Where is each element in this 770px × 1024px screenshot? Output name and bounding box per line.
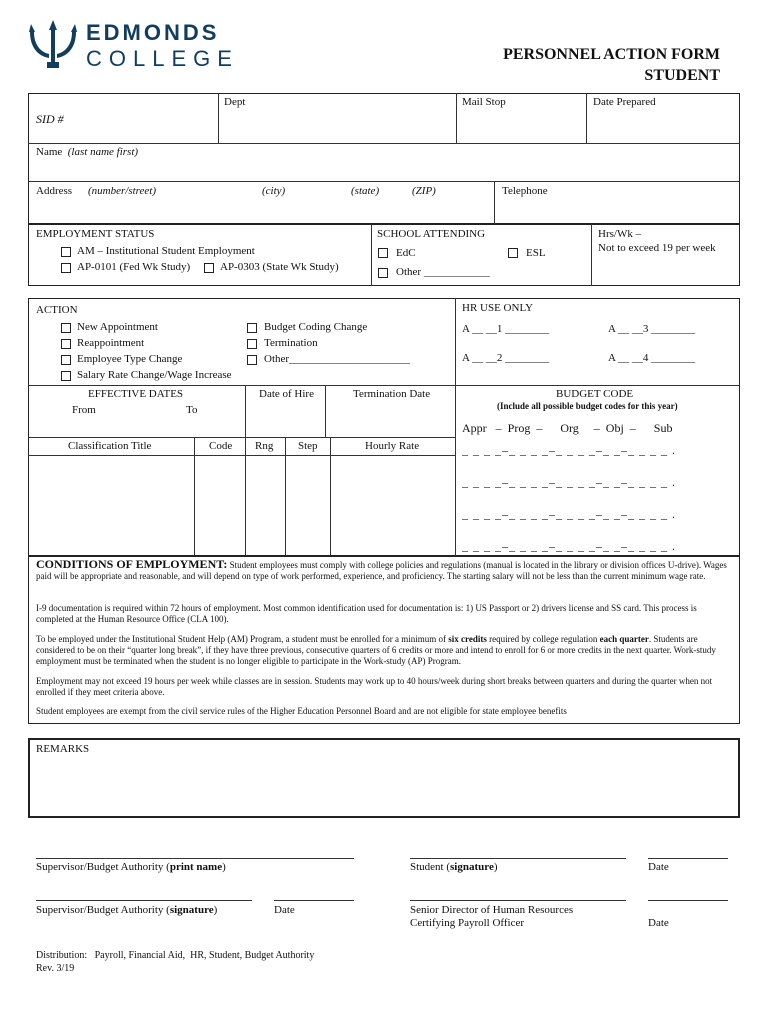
- name-field[interactable]: [36, 146, 138, 158]
- date-of-hire-field[interactable]: Date of Hire: [259, 388, 314, 400]
- esl-label: ESL: [526, 247, 546, 259]
- employee-type-change-checkbox[interactable]: [61, 355, 71, 365]
- employment-status-heading: EMPLOYMENT STATUS: [36, 228, 155, 240]
- reappointment-label: Reappointment: [77, 337, 145, 349]
- conditions-paragraph-2: I-9 documentation is required within 72 hours of employment. Most common identification used for documentation is: 1) US Passport or 2) drivers license and SS card. This process is completed at the Human Resource Office (CLA 100).: [36, 603, 697, 624]
- header-info-box: [28, 93, 740, 224]
- budget-code-fields: Appr – Prog – Org – Obj – Sub: [462, 421, 673, 435]
- sup-print-c: ): [222, 861, 226, 873]
- p3-text-c: required by college regulation: [486, 634, 600, 644]
- effective-dates-heading: EFFECTIVE DATES: [88, 388, 184, 400]
- classification-title-header: Classification Title: [68, 440, 152, 452]
- supervisor-signature-label: [36, 904, 217, 916]
- form-title: PERSONNEL ACTION FORM: [503, 46, 720, 63]
- conditions-heading: CONDITIONS OF EMPLOYMENT:: [36, 557, 228, 571]
- hr-a3: A __ __3 ________: [608, 323, 696, 335]
- hr-a1: A __ __1 ________: [462, 323, 550, 335]
- effective-to[interactable]: To: [186, 404, 198, 416]
- code-header: Code: [209, 440, 233, 452]
- salary-rate-change-label: Salary Rate Change/Wage Increase: [77, 369, 232, 381]
- step-header: Step: [298, 440, 318, 452]
- address-label: Address: [36, 185, 73, 197]
- action-heading: ACTION: [36, 304, 78, 316]
- ap0101-checkbox[interactable]: [61, 263, 71, 273]
- budget-coding-change-checkbox[interactable]: [247, 323, 257, 333]
- student-b: signature: [450, 861, 494, 873]
- director-title-1: Senior Director of Human Resources: [410, 904, 574, 916]
- revision-label: Rev. 3/19: [36, 963, 75, 974]
- am-label: AM – Institutional Student Employment: [77, 245, 255, 257]
- supervisor-date-label: Date: [274, 904, 295, 916]
- student-a: Student (: [410, 861, 451, 873]
- remarks-box[interactable]: [28, 738, 740, 818]
- ap0303-label: AP-0303 (State Wk Study): [220, 261, 339, 273]
- hours-week-limit: Not to exceed 19 per week: [598, 242, 716, 254]
- student-signature-label: [410, 861, 498, 873]
- edc-checkbox[interactable]: [378, 248, 388, 258]
- logo-edmonds: EDMONDS: [86, 20, 220, 45]
- hours-week-label: Hrs/Wk –: [598, 228, 642, 240]
- ap0303-checkbox[interactable]: [204, 263, 214, 273]
- hr-a4: A __ __4 ________: [608, 352, 696, 364]
- conditions-text-1: Student employees must comply with college policies and regulations (manual is located in the library or division offices U-drive). Wages paid will be appropriate and reasonable, and will depend on type of work performed, experience, and proficiency. The starting salary will not be less than the current minimum wage rate.: [36, 560, 727, 581]
- hr-a2: A __ __2 ________: [462, 352, 550, 364]
- date-prepared-field[interactable]: Date Prepared: [593, 96, 656, 108]
- conditions-paragraph-4: Employment may not exceed 19 hours per week while classes are in session. Students may work up to 40 hours/week during short breaks between quarters and during the quarter when not enrolled if they meet criteria above.: [36, 676, 713, 697]
- director-signature-line[interactable]: [410, 900, 626, 901]
- other-school-label[interactable]: Other ____________: [396, 266, 490, 278]
- sup-print-a: Supervisor/Budget Authority (: [36, 861, 170, 873]
- termination-label: Termination: [264, 337, 318, 349]
- other-action-checkbox[interactable]: [247, 355, 257, 365]
- budget-code-heading: BUDGET CODE: [556, 388, 634, 400]
- supervisor-date-line[interactable]: [274, 900, 354, 901]
- logo-college: COLLEGE: [86, 46, 239, 71]
- budget-code-line-2[interactable]: _ _ _ _–_ _ _ _–_ _ _ _–_ _–_ _ _ _ .: [462, 475, 676, 489]
- rng-header: Rng: [255, 440, 274, 452]
- p3-six-credits: six credits: [448, 634, 487, 644]
- sup-sig-b: signature: [169, 904, 214, 916]
- hourly-rate-header: Hourly Rate: [365, 440, 420, 452]
- director-title-2: Certifying Payroll Officer: [410, 917, 525, 929]
- salary-rate-change-checkbox[interactable]: [61, 371, 71, 381]
- am-checkbox[interactable]: [61, 247, 71, 257]
- address-street[interactable]: (number/street): [88, 185, 157, 197]
- new-appointment-label: New Appointment: [77, 321, 158, 333]
- distribution-list: Distribution: Payroll, Financial Aid, HR, Student, Budget Authority: [36, 950, 315, 961]
- other-school-checkbox[interactable]: [378, 268, 388, 278]
- employee-type-change-label: Employee Type Change: [77, 353, 183, 365]
- mail-stop-field[interactable]: Mail Stop: [462, 96, 506, 108]
- conditions-paragraph-1: [36, 559, 728, 582]
- student-c: ): [493, 861, 498, 873]
- telephone-field[interactable]: Telephone: [502, 185, 548, 197]
- edc-label: EdC: [396, 247, 416, 259]
- conditions-paragraph-5: Student employees are exempt from the civil service rules of the Higher Education Personnel Board and are not eligible for state employee benefits: [36, 706, 567, 716]
- student-date-line[interactable]: [648, 858, 728, 859]
- ap0101-label: AP-0101 (Fed Wk Study): [77, 261, 191, 273]
- name-label: Name: [36, 146, 63, 158]
- budget-code-line-3[interactable]: _ _ _ _–_ _ _ _–_ _ _ _–_ _–_ _ _ _ .: [462, 507, 676, 521]
- student-date-label: Date: [648, 861, 669, 873]
- other-action-label[interactable]: Other______________________: [264, 353, 411, 365]
- p3-text-e: . Students are considered to be on their “quarter long break”, if they have three previous, consecutive quarters of 6 credits or more and intend to enroll for 6 or more credits in the next quarter. Work-study employment must be terminated when the student is no longer eligible to participate in the Work-study (AP) Program.: [36, 634, 716, 666]
- name-hint: (last name first): [67, 146, 139, 158]
- reappointment-checkbox[interactable]: [61, 339, 71, 349]
- sup-print-b: print name: [169, 861, 223, 873]
- budget-code-line-4[interactable]: _ _ _ _–_ _ _ _–_ _ _ _–_ _–_ _ _ _ .: [462, 539, 676, 553]
- form-subtitle: STUDENT: [644, 67, 720, 84]
- sup-sig-c: ): [213, 904, 218, 916]
- new-appointment-checkbox[interactable]: [61, 323, 71, 333]
- student-signature-line[interactable]: [410, 858, 626, 859]
- budget-coding-change-label: Budget Coding Change: [264, 321, 368, 333]
- address-state[interactable]: (state): [351, 185, 380, 197]
- p3-each-quarter: each quarter: [599, 634, 649, 644]
- director-date-label: Date: [648, 917, 669, 929]
- supervisor-print-label: [36, 861, 226, 873]
- conditions-paragraph-3: [36, 634, 736, 667]
- address-city[interactable]: (city): [262, 185, 286, 197]
- supervisor-signature-line[interactable]: [36, 900, 252, 901]
- p3-text-a: To be employed under the Institutional Student Help (AM) Program, a student must be enrolled for a minimum of: [36, 634, 449, 644]
- termination-date-field[interactable]: Termination Date: [353, 388, 431, 400]
- school-attending-heading: SCHOOL ATTENDING: [377, 228, 486, 240]
- termination-checkbox[interactable]: [247, 339, 257, 349]
- sup-sig-a: Supervisor/Budget Authority (: [36, 904, 170, 916]
- supervisor-print-line[interactable]: [36, 858, 354, 859]
- dept-field[interactable]: Dept: [224, 96, 246, 108]
- address-zip[interactable]: (ZIP): [412, 185, 436, 197]
- esl-checkbox[interactable]: [508, 248, 518, 258]
- remarks-label: REMARKS: [36, 743, 90, 755]
- sid-field[interactable]: SID #: [36, 112, 64, 126]
- budget-code-line-1[interactable]: _ _ _ _–_ _ _ _–_ _ _ _–_ _–_ _ _ _ .: [462, 443, 676, 457]
- trident-logo-icon: [28, 18, 78, 70]
- effective-from[interactable]: From: [72, 404, 96, 416]
- director-date-line[interactable]: [648, 900, 728, 901]
- budget-code-subheading: (Include all possible budget codes for this year): [497, 401, 678, 411]
- hr-use-heading: HR USE ONLY: [462, 302, 534, 314]
